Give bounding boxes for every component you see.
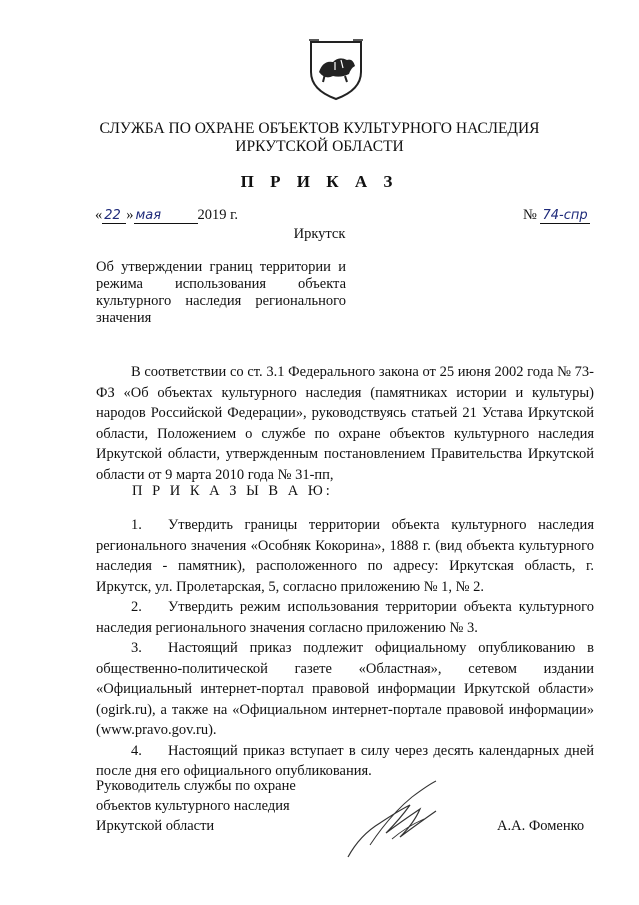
signatory-name: А.А. Фоменко bbox=[497, 818, 585, 834]
signatory-title-line1: Руководитель службы по охране bbox=[96, 778, 296, 794]
agency-name-line1: СЛУЖБА ПО ОХРАНЕ ОБЪЕКТОВ КУЛЬТУРНОГО НАСЛЕДИЯ bbox=[99, 120, 540, 137]
signatory-title-line3: Иркутской области bbox=[96, 818, 215, 834]
order-word: П Р И К А З Ы В А Ю: bbox=[132, 483, 333, 499]
item-text: Утвердить границы территории объекта культурного наследия регионального значения «Особняк Кокорина», 1888 г. (вид объекта культурного наследия - памятник), расположенного по адресу: Иркутская область, г. Иркутск, ул. Пролетарская, 5, согласно приложению № 1, № 2. bbox=[96, 517, 594, 595]
order-number bbox=[523, 207, 590, 224]
order-date bbox=[95, 207, 238, 224]
list-item bbox=[96, 597, 594, 638]
number-prefix: № bbox=[523, 207, 537, 223]
preamble-paragraph: В соответствии со ст. 3.1 Федерального закона от 25 июня 2002 года № 73-ФЗ «Об объектах культурного наследия (памятниках истории и культуры) народов Российской Федерации», руководствуясь статьей 21 Устава Иркутской области, Положением о службе по охране объектов культурного наследия Иркутской области, утвержденным постановлением Правительства Иркутской области от 9 марта 2010 года № 31-пп, bbox=[96, 364, 594, 483]
date-month: мая bbox=[134, 208, 198, 224]
date-day: 22 bbox=[102, 208, 126, 224]
item-number: 4. bbox=[131, 742, 142, 759]
list-item bbox=[96, 515, 594, 597]
signatory-title bbox=[96, 776, 296, 836]
item-number: 2. bbox=[131, 599, 142, 615]
city: Иркутск bbox=[293, 226, 346, 242]
item-text: Настоящий приказ вступает в силу через десять календарных дней после дня его официального опубликования. bbox=[96, 742, 594, 779]
order-items bbox=[96, 515, 594, 782]
date-year: 2019 г. bbox=[197, 207, 239, 223]
item-number: 3. bbox=[131, 640, 142, 656]
document-title: П Р И К А З bbox=[240, 172, 399, 191]
item-number: 1. bbox=[131, 517, 142, 533]
number-value: 74-спр bbox=[542, 208, 588, 223]
signatory-title-line2: объектов культурного наследия bbox=[96, 798, 290, 814]
agency-name-line2: ИРКУТСКОЙ ОБЛАСТИ bbox=[235, 138, 404, 155]
item-text: Утвердить режим использования территории объекта культурного наследия регионального значения согласно приложению № 3. bbox=[96, 599, 594, 636]
date-close-quote: » bbox=[126, 207, 134, 223]
handwritten-signature bbox=[340, 775, 450, 865]
order-subject: Об утверждении границ территории и режима использования объекта культурного наследия регионального значения bbox=[96, 259, 346, 326]
list-item bbox=[96, 638, 594, 741]
coat-of-arms-icon bbox=[305, 38, 367, 102]
item-text: Настоящий приказ подлежит официальному опубликованию в общественно-политической газете «Областная», сетевом издании «Официальный интернет-портал правовой информации Иркутской области» (ogirk.ru), а также на «Официальном интернет-портале правовой информации» (www.pravo.gov.ru). bbox=[96, 640, 594, 738]
date-open-quote: « bbox=[95, 207, 103, 223]
